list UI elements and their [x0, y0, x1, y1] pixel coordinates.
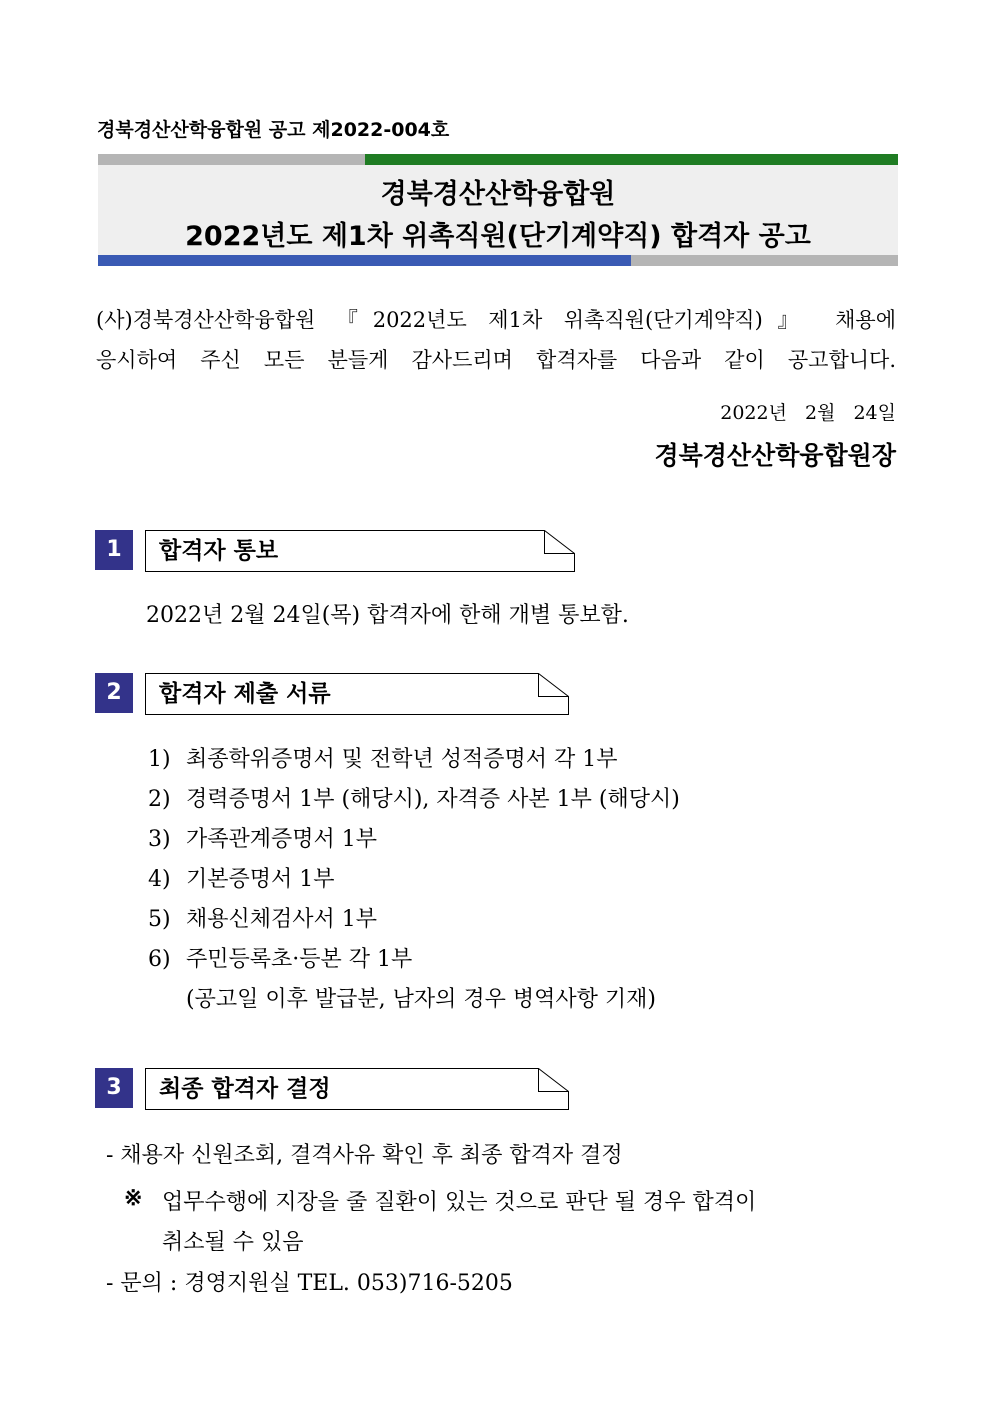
- list-item-text: 가족관계증명서 1부: [186, 827, 378, 852]
- list-item-number: 6): [148, 947, 171, 972]
- section-3-line-1: - 채용자 신원조회, 결격사유 확인 후 최종 합격자 결정: [106, 1143, 623, 1168]
- list-item: [148, 782, 680, 813]
- section-1-number: 1: [95, 530, 133, 570]
- title-bar-top-green: [365, 154, 898, 165]
- list-item-note: (공고일 이후 발급분, 남자의 경우 병역사항 기재): [186, 987, 656, 1012]
- list-item: [148, 942, 412, 973]
- section-3-number: 3: [95, 1068, 133, 1108]
- title-line-2: 2022년도 제1차 위촉직원(단기계약직) 합격자 공고: [185, 221, 811, 252]
- section-1-text: 2022년 2월 24일(목) 합격자에 한해 개별 통보함.: [146, 603, 629, 628]
- intro-line-1: (사)경북경산산학융합원 『2022년도 제1차 위촉직원(단기계약직)』 채용에: [96, 308, 896, 332]
- notice-date: 2022년 2월 24일: [720, 402, 896, 424]
- title-box: [98, 154, 898, 266]
- contact-line: - 문의 : 경영지원실 TEL. 053)716-5205: [106, 1271, 513, 1296]
- list-item-number: 2): [148, 787, 171, 812]
- list-item: [148, 862, 335, 893]
- title-bar-bottom-blue: [98, 255, 631, 266]
- list-item: [148, 902, 377, 933]
- list-item: [148, 822, 377, 853]
- section-2-number: 2: [95, 673, 133, 713]
- section-1-heading-box: [145, 530, 575, 570]
- section-3-note-line-1: 업무수행에 지장을 줄 질환이 있는 것으로 판단 될 경우 합격이: [162, 1190, 757, 1215]
- list-item-text: 기본증명서 1부: [186, 867, 335, 892]
- section-3-note-line-2: 취소될 수 있음: [162, 1230, 304, 1255]
- title-bar-top-grey: [98, 154, 365, 165]
- list-item-text: 주민등록초·등본 각 1부: [186, 947, 413, 972]
- title-bar-bottom-grey: [631, 255, 898, 266]
- list-item-number: 4): [148, 867, 171, 892]
- intro-line-2: 응시하여 주신 모든 분들게 감사드리며 합격자를 다음과 같이 공고합니다.: [96, 348, 896, 372]
- section-2-heading-box: [145, 673, 569, 713]
- section-1-heading: 합격자 통보: [159, 538, 279, 564]
- list-item-text: 채용신체검사서 1부: [186, 907, 378, 932]
- section-2-heading: 합격자 제출 서류: [159, 681, 331, 707]
- title-line-1: 경북경산산학융합원: [380, 179, 616, 210]
- note-mark: ※: [124, 1185, 143, 1211]
- notice-number: 경북경산산학융합원 공고 제2022-004호: [97, 119, 450, 141]
- section-3-heading-box: [145, 1068, 569, 1108]
- signer: 경북경산산학융합원장: [654, 441, 896, 470]
- section-3-heading: 최종 합격자 결정: [159, 1076, 331, 1102]
- list-item-number: 5): [148, 907, 171, 932]
- list-item: [148, 742, 618, 773]
- list-item-number: 3): [148, 827, 171, 852]
- list-item-text: 최종학위증명서 및 전학년 성적증명서 각 1부: [186, 747, 618, 772]
- list-item-text: 경력증명서 1부 (해당시), 자격증 사본 1부 (해당시): [186, 787, 680, 812]
- list-item-number: 1): [148, 747, 171, 772]
